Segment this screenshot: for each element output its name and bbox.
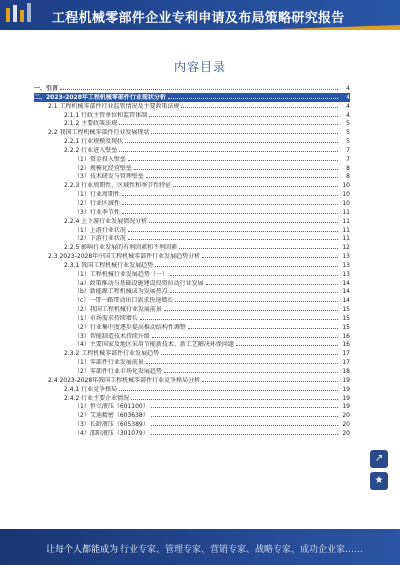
toc-entry[interactable]: [34, 155, 350, 164]
toc-entry[interactable]: [34, 84, 350, 93]
toc-entry-text: 2.4 2023-2028年我国工程机械零部件行业竞争格局分析: [48, 376, 201, 384]
toc-entry[interactable]: [34, 279, 350, 288]
toc-page-number: 19: [342, 394, 350, 402]
toc-leader-dots: [60, 84, 338, 90]
toc-page-number: 14: [342, 288, 350, 296]
toc-leader-dots: [202, 376, 338, 382]
toc-title: 内容目录: [173, 60, 226, 74]
toc-page-number: 20: [342, 421, 350, 429]
toc-leader-dots: [149, 217, 338, 223]
toc-entry-text: （1）资金投入壁垒: [74, 155, 126, 163]
toc-page-number: 13: [342, 261, 350, 269]
toc-entry[interactable]: [34, 217, 350, 226]
toc-page-number: 12: [342, 244, 350, 252]
toc-leader-dots: [161, 349, 338, 355]
toc-leader-dots: [122, 208, 338, 214]
toc-page-number: 8: [346, 173, 350, 181]
toc-entry[interactable]: [34, 252, 350, 261]
toc-leader-dots: [155, 261, 338, 267]
toc-entry[interactable]: [34, 234, 350, 243]
toc-entry-text: （4）邵阳液压（301079）: [74, 429, 149, 437]
toc-entry[interactable]: [34, 137, 350, 146]
toc-leader-dots: [146, 172, 338, 178]
toc-page-number: 10: [342, 182, 350, 190]
toc-entry[interactable]: [34, 358, 350, 367]
toc-leader-dots: [119, 146, 338, 152]
toc-leader-dots: [125, 137, 338, 143]
toc-leader-dots: [151, 411, 338, 417]
toc-entry[interactable]: [34, 261, 350, 270]
toc-entry-text: （2）我国工程机械行业发展前景: [74, 306, 162, 314]
header-accent-stripe: [0, 25, 400, 30]
toc-leader-dots: [151, 429, 338, 435]
toc-leader-dots: [119, 119, 338, 125]
toc-page-number: 5: [346, 138, 350, 146]
toc-entry[interactable]: [34, 305, 350, 314]
toc-entry[interactable]: [34, 146, 350, 155]
report-header: [0, 0, 400, 30]
toc-entry[interactable]: [34, 296, 350, 305]
toc-page-number: 15: [342, 306, 350, 314]
toc-page-number: 11: [342, 208, 350, 216]
toc-page-number: 10: [342, 199, 350, 207]
toc-entry-text: 2.2.3 行业周期性、区域性和季节性特征: [64, 182, 172, 190]
toc-entry-text: 一、引言: [34, 85, 59, 92]
toc-entry[interactable]: [34, 376, 350, 385]
toc-entry-text: （3）技术研发与管理壁垒: [74, 173, 144, 181]
toc-page-number: 13: [342, 270, 350, 278]
toc-entry[interactable]: [34, 332, 350, 341]
toc-leader-dots: [119, 385, 338, 391]
toc-page-number: 5: [346, 120, 350, 128]
toc-page-number: 11: [342, 217, 350, 225]
toc-entry-text: （2）行业集中度逐步提高推动结构性调整: [74, 323, 186, 331]
toc-entry-text: 2.2.2 行业进入壁垒: [64, 146, 118, 154]
toc-entry[interactable]: [34, 128, 350, 137]
toc-leader-dots: [168, 93, 338, 99]
toc-page-number: 8: [346, 164, 350, 172]
footer-audience: 行业专家、管理专家、营销专家、战略专家、成功企业家……: [120, 545, 364, 555]
toc-entry-text: 2.4.2 行业主要企业情况: [64, 394, 130, 402]
toc-page-number: 17: [342, 359, 350, 367]
toc-leader-dots: [151, 128, 338, 134]
toc-page-number: 11: [342, 235, 350, 243]
toc-entry-text: 2.2.4 上下游行业发展情况分析: [64, 217, 148, 225]
toc-entry-text: （4）主要国家及地区采用节能新技术、新工艺解决环保问题: [74, 341, 234, 349]
toc-leader-dots: [151, 402, 338, 408]
toc-leader-dots: [236, 340, 338, 346]
toc-entry-text: 2.3.2 工程机械零部件行业发展趋势: [64, 350, 160, 358]
toc-page-number: 20: [342, 429, 350, 437]
toc-entry-text: 2.1.2 主要政策法规: [64, 120, 118, 128]
toc-entry-text: （1）零部件行业发展前景: [74, 359, 144, 367]
toc-page-number: 5: [346, 129, 350, 137]
toc-entry-text: （2）规模化经营壁垒: [74, 164, 132, 172]
toc-entry[interactable]: [34, 164, 350, 173]
toc-leader-dots: [202, 252, 338, 258]
toc-entry-text: （1）恒立液压（601100）: [74, 403, 149, 411]
toc-entry[interactable]: [34, 102, 350, 111]
toc-leader-dots: [151, 420, 338, 426]
toc-leader-dots: [122, 190, 338, 196]
toc-entry-text: （c）一带一路带动出口需求快速增长: [74, 297, 174, 305]
toc-leader-dots: [146, 358, 338, 364]
toc-page-number: 19: [342, 385, 350, 393]
toc-leader-dots: [149, 111, 338, 117]
toc-entry-text: （3）长龄液压（605389）: [74, 421, 149, 429]
toc-page-number: 19: [342, 403, 350, 411]
toc-page-number: 4: [346, 93, 350, 101]
toc-page-number: 19: [342, 376, 350, 384]
footer-slogan: 让每个人都能成为: [46, 545, 119, 555]
toc-leader-dots: [175, 296, 338, 302]
toc-entry-text: （3）智能制造技术持续升级: [74, 332, 150, 340]
toc-entry[interactable]: [34, 208, 350, 217]
toc-page-number: 16: [342, 341, 350, 349]
toc-entry-text: 2.4.1 行业竞争格局: [64, 385, 118, 393]
toc-page-number: 13: [342, 253, 350, 261]
report-title: 工程机械零部件企业专利申请及布局策略研究报告: [52, 11, 345, 26]
toc-entry-text: 2.2 我国工程机械零部件行业发展现状: [48, 129, 150, 137]
toc-entry[interactable]: [34, 93, 350, 102]
toc-entry[interactable]: [34, 402, 350, 411]
toc-entry-text: （b）新能源工程机械成为发展热点: [74, 288, 168, 296]
toc-page-number: 15: [342, 314, 350, 322]
toc-page-number: 17: [342, 350, 350, 358]
toc-leader-dots: [128, 155, 338, 161]
toc-entry-text: 2.3.1 我国工程机械行业发展趋势: [64, 261, 154, 269]
toc-entry[interactable]: [34, 394, 350, 403]
toc-leader-dots: [164, 305, 338, 311]
toc-entry-text: 2.2.5 影响行业发展的有利因素和不利因素: [64, 244, 178, 252]
toc-entry-text: （1）行业周期性: [74, 191, 120, 199]
toc-page-number: 10: [342, 191, 350, 199]
toc-entry-text: （1）工程机械行业发展趋势（一）: [74, 270, 168, 278]
toc-page-number: 7: [346, 155, 350, 163]
toc-entry-text: 二、2023-2028年工程机械零部件行业现状分析: [34, 93, 166, 101]
toc-entry[interactable]: [34, 420, 350, 429]
toc-page-number: 4: [346, 85, 350, 92]
toc-entry-text: （2）行业区域性: [74, 199, 120, 207]
toc-page-number: 20: [342, 412, 350, 420]
toc-leader-dots: [181, 102, 338, 108]
bookmark-icon[interactable]: ★: [370, 472, 388, 490]
toc-entry[interactable]: [34, 314, 350, 323]
toc-entry-text: 2.2.1 行业规模及现状: [64, 138, 124, 146]
toc-page-number: 11: [342, 226, 350, 234]
toc-leader-dots: [170, 270, 338, 276]
toc-leader-dots: [170, 287, 338, 293]
toc-entry-text: （2）下游行业状况: [74, 235, 126, 243]
toc-leader-dots: [164, 367, 338, 373]
toc-entry[interactable]: [34, 172, 350, 181]
toc-leader-dots: [134, 164, 338, 170]
toc-entry-text: （3）行业季节性: [74, 208, 120, 216]
toc-entry-text: 2.1.1 行政主管单位和监管体制: [64, 111, 148, 119]
toc-entry[interactable]: [34, 340, 350, 349]
footer-banner: [0, 529, 400, 565]
toc-entry[interactable]: [34, 181, 350, 190]
toc-page-number: 18: [342, 368, 350, 375]
toc-leader-dots: [128, 234, 338, 240]
toc-entry[interactable]: [34, 323, 350, 332]
toc-entry-text: 2.1 工程机械零部件行业监管情况及主要政策法规: [48, 102, 180, 110]
toc-entry[interactable]: [34, 111, 350, 120]
toc-entry-text: （1）市场需求持续增长: [74, 314, 138, 322]
side-toolbar: [370, 450, 390, 494]
toc-page-number: 14: [342, 279, 350, 287]
toc-leader-dots: [128, 226, 338, 232]
toc-entry[interactable]: [34, 367, 350, 376]
toc-entry-text: （1）上游行业状况: [74, 226, 126, 234]
toc-entry[interactable]: [34, 190, 350, 199]
toc-leader-dots: [206, 279, 338, 285]
toc-entry[interactable]: [34, 199, 350, 208]
toc-entry-text: 2.3 2023-2028年中国工程机械零部件行业发展趋势分析: [48, 253, 201, 261]
toc-page-number: 16: [342, 332, 350, 340]
toc-entry[interactable]: [34, 385, 350, 394]
toc-page-number: 4: [346, 111, 350, 119]
toc-page-number: 7: [346, 146, 350, 154]
toc-leader-dots: [140, 314, 338, 320]
toc-entry[interactable]: [34, 349, 350, 358]
toc-entry[interactable]: [34, 270, 350, 279]
share-icon[interactable]: ↗: [370, 450, 388, 468]
toc-page-number: 4: [346, 102, 350, 110]
toc-entry-text: （a）政策推动与基础设施建设投资拉动行业发展: [74, 279, 204, 287]
toc-leader-dots: [122, 199, 338, 205]
toc-page-number: 15: [342, 323, 350, 331]
toc-page-number: 14: [342, 297, 350, 305]
toc-leader-dots: [173, 181, 338, 187]
toc-entry[interactable]: [34, 287, 350, 296]
table-of-contents: [34, 84, 350, 438]
toc-entry-text: （2）艾迪精密（603638）: [74, 412, 149, 420]
toc-leader-dots: [152, 332, 338, 338]
toc-entry[interactable]: [34, 226, 350, 235]
toc-entry[interactable]: [34, 243, 350, 252]
toc-leader-dots: [179, 243, 338, 249]
toc-entry-text: （2）零部件行业市场化发展趋势: [74, 368, 162, 375]
toc-entry[interactable]: [34, 411, 350, 420]
toc-leader-dots: [131, 394, 338, 400]
toc-leader-dots: [188, 323, 338, 329]
toc-entry[interactable]: [34, 119, 350, 128]
toc-entry[interactable]: [34, 429, 350, 438]
